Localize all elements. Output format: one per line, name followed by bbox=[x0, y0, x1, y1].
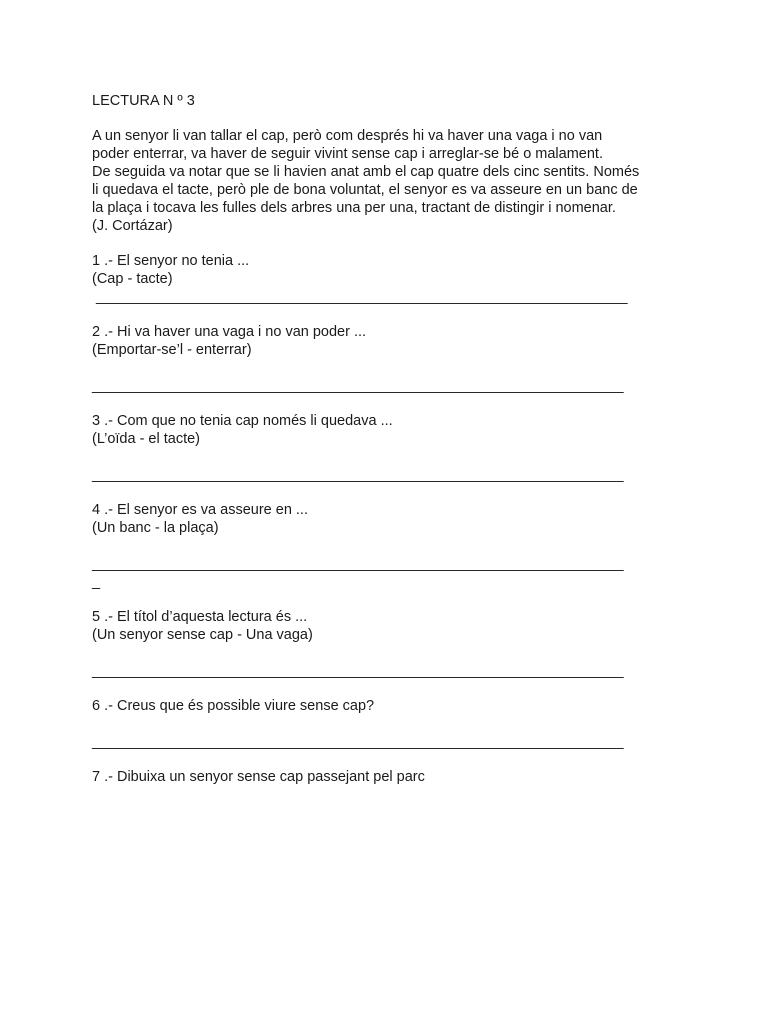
question-6-answer-line[interactable]: ____________________________________________________________________ bbox=[92, 734, 624, 750]
question-6-prompt: 6 .- Creus que és possible viure sense cap? bbox=[92, 698, 375, 714]
question-3-options: (L’oïda - el tacte) bbox=[92, 431, 200, 447]
passage-line-4: li quedava el tacte, però ple de bona voluntat, el senyor es va asseure en un banc de bbox=[92, 182, 638, 198]
passage-line-1: A un senyor li van tallar el cap, però com després hi va haver una vaga i no van bbox=[92, 128, 603, 144]
question-7-prompt: 7 .- Dibuixa un senyor sense cap passejant pel parc bbox=[92, 769, 425, 785]
question-5-options: (Un senyor sense cap - Una vaga) bbox=[92, 627, 313, 643]
worksheet-title: LECTURA N º 3 bbox=[92, 93, 195, 109]
passage-line-5: la plaça i tocava les fulles dels arbres una per una, tractant de distingir i nomenar. bbox=[92, 200, 616, 216]
question-2-answer-line[interactable]: ____________________________________________________________________ bbox=[92, 378, 624, 394]
question-3-prompt: 3 .- Com que no tenia cap només li quedava ... bbox=[92, 413, 393, 429]
question-5-answer-line[interactable]: ____________________________________________________________________ bbox=[92, 663, 624, 679]
question-2-options: (Emportar-se’l - enterrar) bbox=[92, 342, 252, 358]
question-1-prompt: 1 .- El senyor no tenia ... bbox=[92, 253, 250, 269]
question-5-prompt: 5 .- El títol d’aquesta lectura és ... bbox=[92, 609, 308, 625]
question-4-options: (Un banc - la plaça) bbox=[92, 520, 219, 536]
passage-author: (J. Cortázar) bbox=[92, 218, 173, 234]
question-4-answer-line-tail[interactable]: _ bbox=[92, 574, 100, 590]
question-1-answer-line[interactable]: ____________________________________________________________________ bbox=[96, 289, 628, 305]
question-4-prompt: 4 .- El senyor es va asseure en ... bbox=[92, 502, 308, 518]
question-1-options: (Cap - tacte) bbox=[92, 271, 173, 287]
question-3-answer-line[interactable]: ____________________________________________________________________ bbox=[92, 467, 624, 483]
passage-line-2: poder enterrar, va haver de seguir vivint sense cap i arreglar-se bé o malament. bbox=[92, 146, 603, 162]
question-4-answer-line[interactable]: ____________________________________________________________________ bbox=[92, 556, 624, 572]
passage-line-3: De seguida va notar que se li havien anat amb el cap quatre dels cinc sentits. Només bbox=[92, 164, 640, 180]
question-2-prompt: 2 .- Hi va haver una vaga i no van poder ... bbox=[92, 324, 367, 340]
